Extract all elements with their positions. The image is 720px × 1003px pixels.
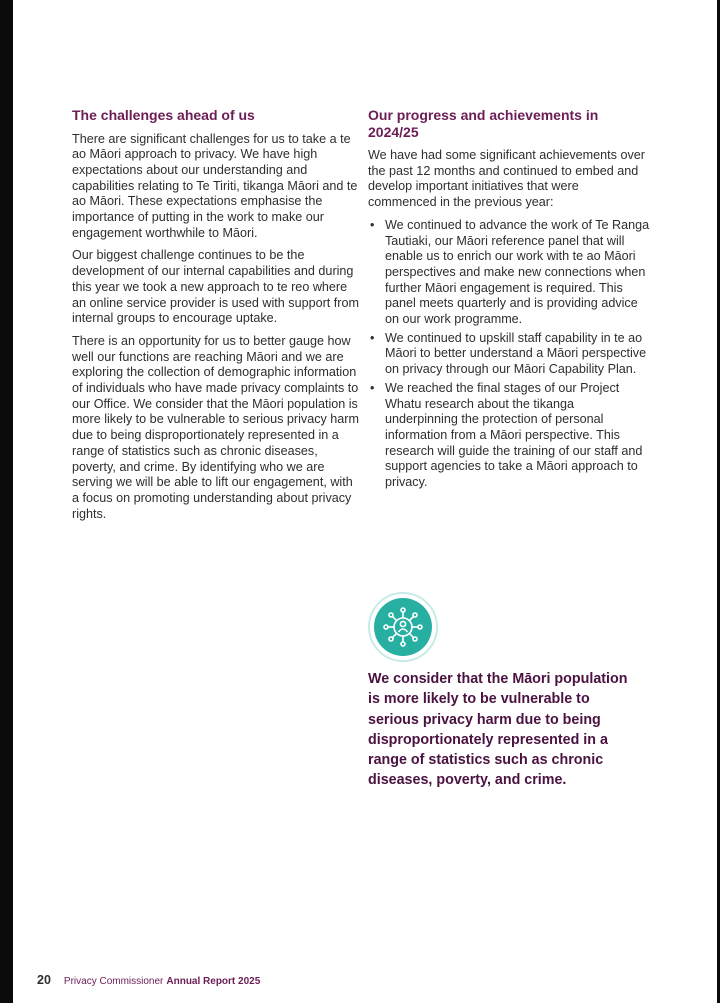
network-person-icon-svg — [379, 603, 427, 651]
document-page — [13, 0, 717, 1003]
progress-intro: We have had some significant achievements over the past 12 months and continued to embed and develop important initiatives that were commenced in the previous year: — [368, 148, 645, 210]
progress-column — [368, 107, 650, 494]
icon-circle — [374, 598, 432, 656]
footer-publisher: Privacy Commissioner — [63, 976, 164, 987]
network-person-icon — [368, 592, 438, 662]
challenges-paragraph-2: Our biggest challenge continues to be the development of our internal capabilities and during this year we took a new approach to te reo where an online service provider is used with support from internal groups to encourage uptake. — [72, 248, 359, 326]
page-footer — [37, 973, 260, 987]
list-item: • We continued to upskill staff capability in te ao Māori to better understand a Māori perspective on privacy through our Māori Capability Plan. — [368, 331, 650, 378]
page-number: 20 — [37, 973, 51, 987]
challenges-paragraph-1: There are significant challenges for us to take a te ao Māori approach to privacy. We have high expectations about our understanding and capabilities relating to Te Tiriti, tikanga Māori and te ao Māori. These expectations emphasise the importance of putting in the work to make our engagement worthwhile to Māori. — [72, 131, 358, 240]
challenges-heading: The challenges ahead of us — [72, 107, 255, 123]
list-item: • We reached the final stages of our Project Whatu research about the tikanga underpinning the protection of personal information from a Māori perspective. This research will guide the training of our staff and support agencies to take a Māori approach to privacy. — [368, 381, 650, 491]
list-item: • We continued to advance the work of Te Ranga Tautiaki, our Māori reference panel that will enable us to enrich our work with te ao Māori perspectives and make new connections when further Māori engagement is required. This panel meets quarterly and is providing advice on our work programme. — [368, 218, 650, 328]
challenges-column — [72, 107, 362, 529]
footer-report-title: Annual Report 2025 — [166, 976, 261, 987]
pull-quote: We consider that the Māori population is more likely to be vulnerable to serious privacy harm due to being disproportionately represented in a range of statistics such as chronic diseases, poverty, and crime. — [368, 671, 628, 789]
progress-heading: Our progress and achievements in 2024/25 — [368, 107, 599, 140]
challenges-paragraph-3: There is an opportunity for us to better gauge how well our functions are reaching Māori and we are exploring the collection of demographic information of individuals who have made privacy complaints to our Office. We consider that the Māori population is more likely to be vulnerable to serious privacy harm due to being disproportionately represented in a range of statistics such as chronic diseases, poverty, and crime. By identifying who we are serving we will be able to lift our engagement, with a focus on promoting understanding about privacy rights. — [72, 333, 359, 521]
achievements-list — [368, 218, 650, 491]
